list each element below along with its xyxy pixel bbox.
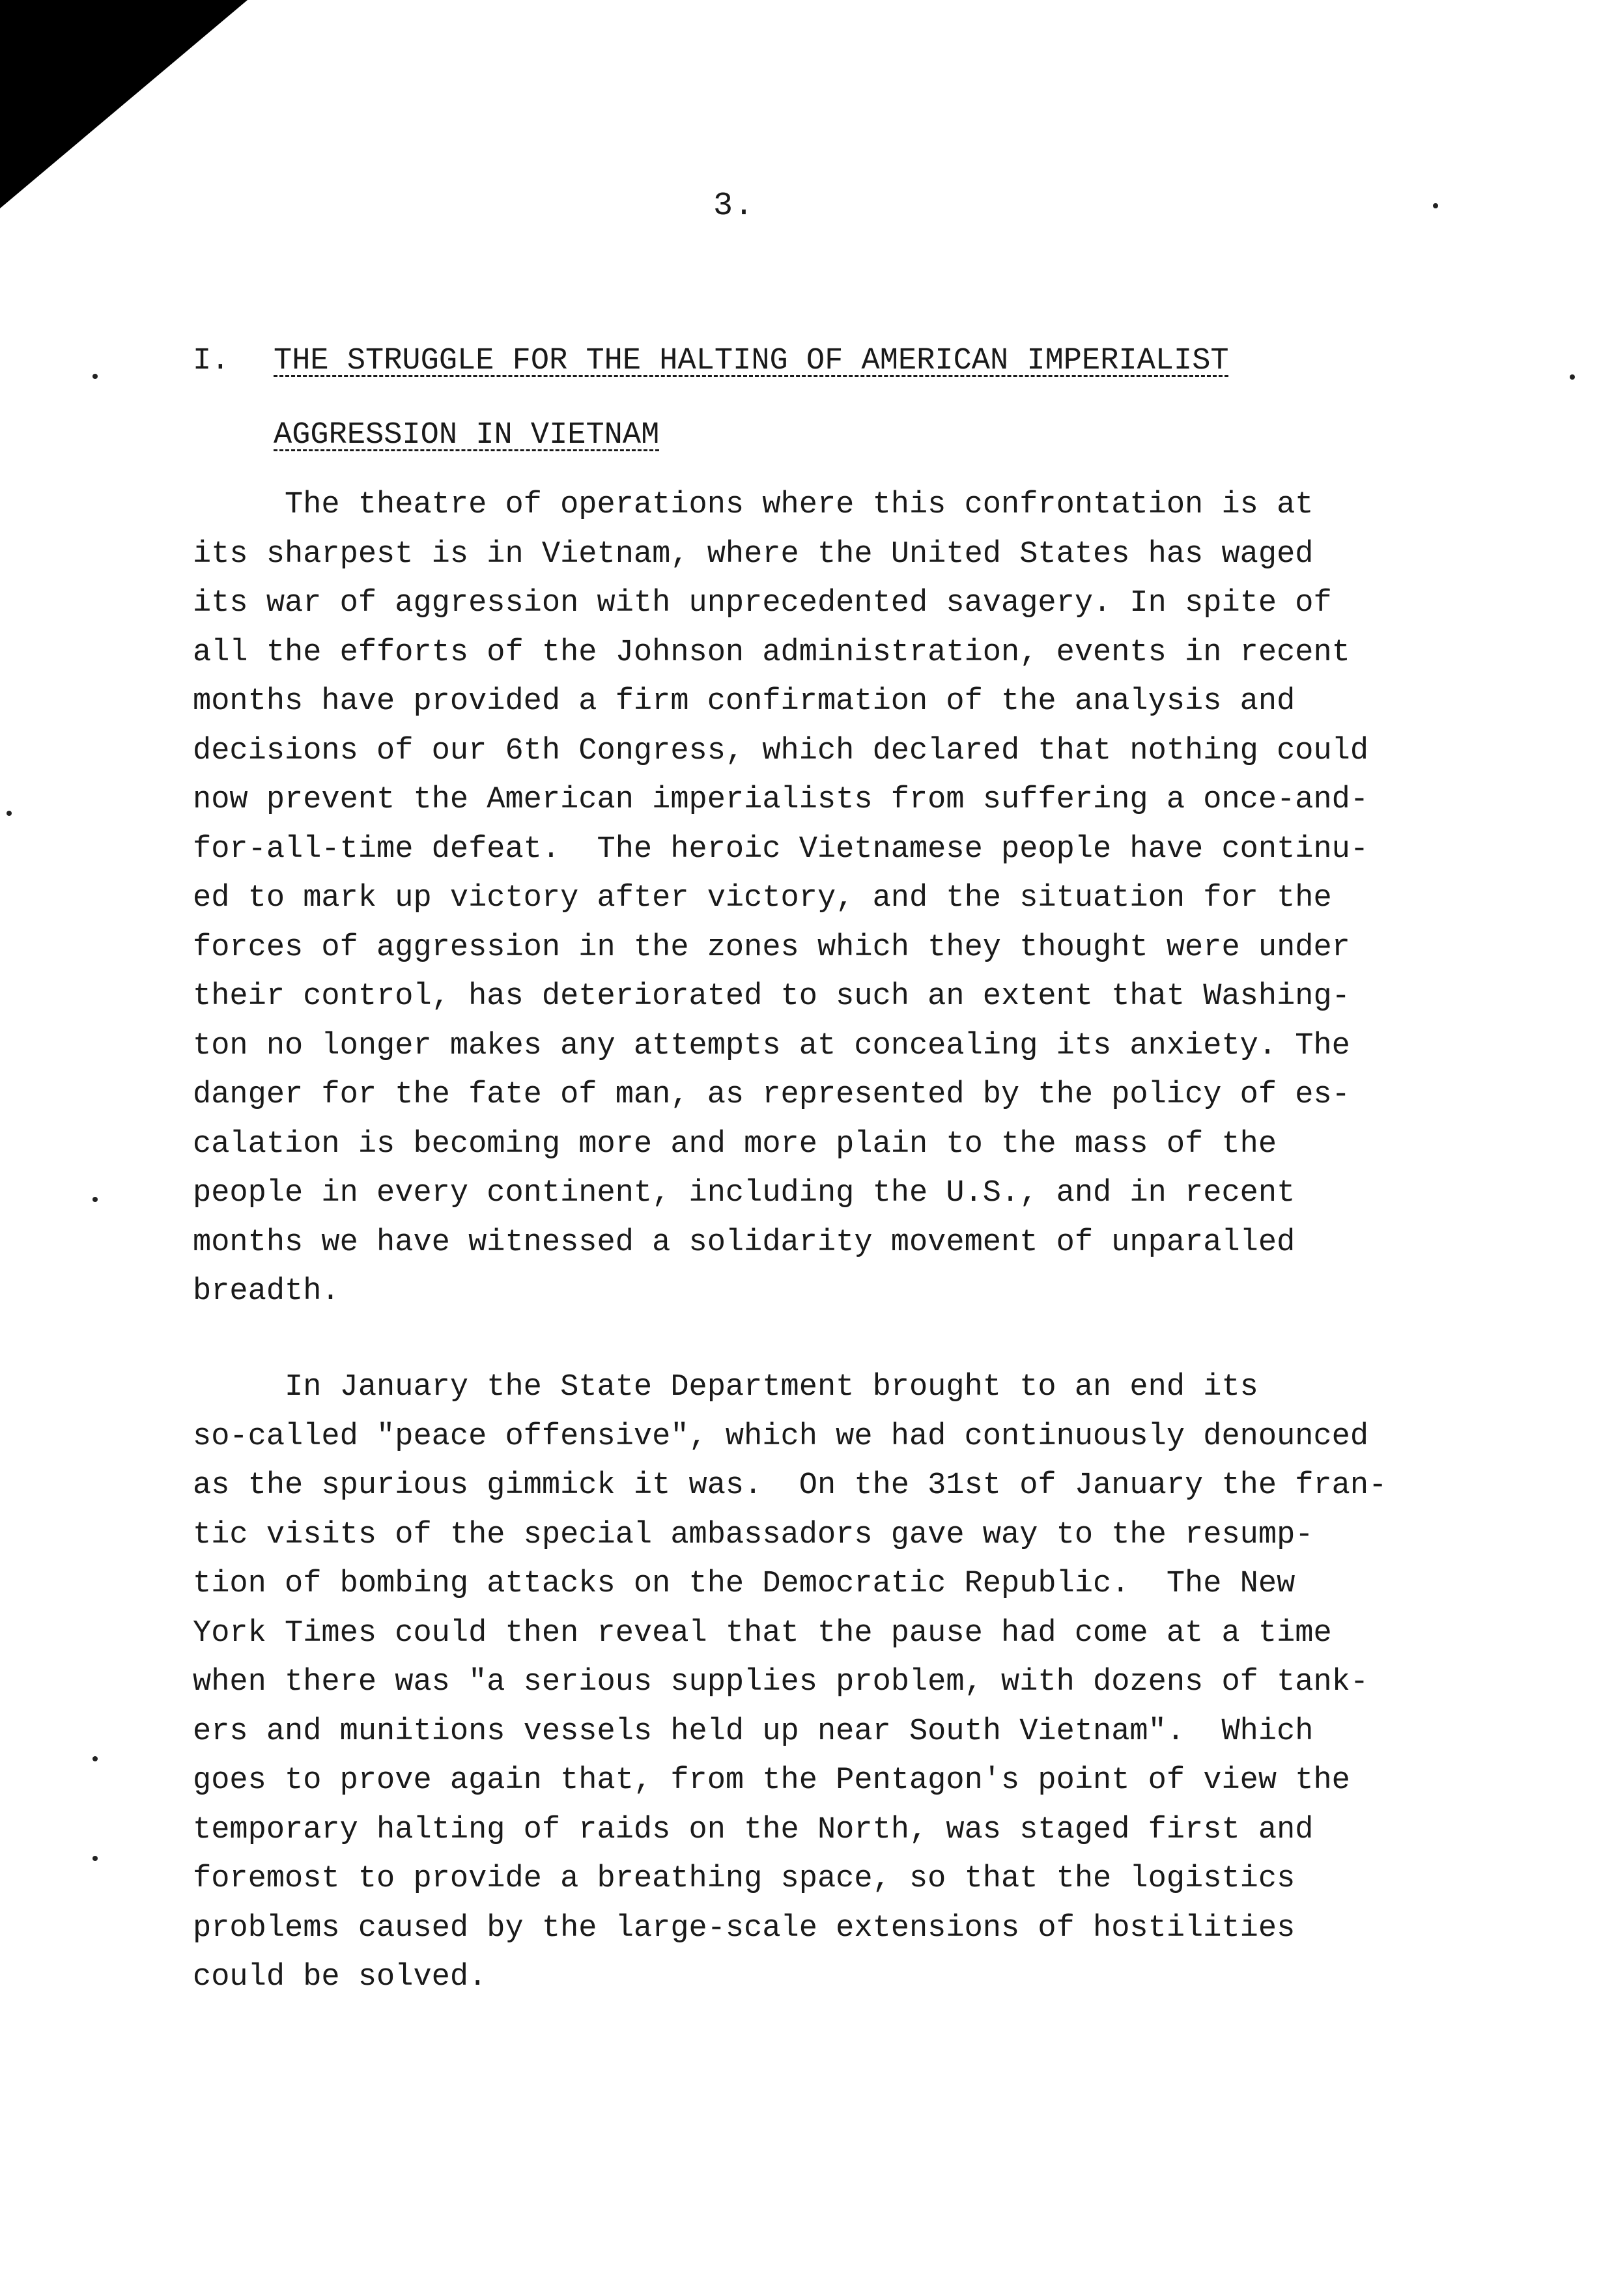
paragraph-line: danger for the fate of man, as represented by the policy of es-: [193, 1078, 1350, 1112]
scan-speck: [1570, 374, 1575, 380]
paragraph-line: ers and munitions vessels held up near South Vietnam". Which: [193, 1714, 1314, 1749]
paragraph-line: months have provided a firm confirmation of the analysis and: [193, 684, 1295, 719]
paragraph-line: goes to prove again that, from the Pentagon's point of view the: [193, 1763, 1350, 1798]
paragraph-line: could be solved.: [193, 1960, 487, 1995]
scan-speck: [92, 374, 98, 379]
paragraph-line: ed to mark up victory after victory, and the situation for the: [193, 881, 1332, 916]
paragraph-line: calation is becoming more and more plain to the mass of the: [193, 1127, 1277, 1162]
heading-line-2: [193, 399, 1229, 473]
scan-speck: [92, 1756, 98, 1761]
heading-numeral: I.: [193, 344, 230, 378]
paragraph-line: their control, has deteriorated to such an extent that Washing-: [193, 979, 1350, 1014]
paragraph-line: problems caused by the large-scale extensions of hostilities: [193, 1911, 1295, 1946]
paragraph-line: decisions of our 6th Congress, which declared that nothing could: [193, 733, 1369, 768]
scan-speck: [92, 1856, 98, 1861]
paragraph-line: tic visits of the special ambassadors gave way to the resump-: [193, 1517, 1314, 1552]
paragraph-line: now prevent the American imperialists from suffering a once-and-: [193, 783, 1369, 817]
scan-corner-mark: [0, 0, 248, 208]
paragraph-line: months we have witnessed a solidarity movement of unparalled: [193, 1225, 1295, 1260]
paragraph-line: York Times could then reveal that the pause had come at a time: [193, 1616, 1332, 1651]
paragraph-line: tion of bombing attacks on the Democratic Republic. The New: [193, 1567, 1295, 1601]
paragraph-line: its war of aggression with unprecedented savagery. In spite of: [193, 586, 1332, 621]
paragraph-line: when there was "a serious supplies problem, with dozens of tank-: [193, 1665, 1369, 1700]
paragraph-line: ton no longer makes any attempts at concealing its anxiety. The: [193, 1028, 1350, 1063]
heading-title-line-1: THE STRUGGLE FOR THE HALTING OF AMERICAN IMPERIALIST: [274, 344, 1229, 378]
body-paragraph: [193, 1363, 1489, 2002]
scan-speck: [7, 811, 12, 816]
section-heading: [193, 324, 1229, 473]
paragraph-line: foremost to provide a breathing space, so that the logistics: [193, 1862, 1295, 1896]
scan-speck: [92, 1197, 98, 1202]
body-paragraph: [193, 481, 1489, 1317]
page-number: 3.: [713, 188, 756, 225]
paragraph-line: people in every continent, including the U.S., and in recent: [193, 1176, 1295, 1211]
paragraph-line: so-called "peace offensive", which we had continuously denounced: [193, 1419, 1369, 1454]
paragraph-line: The theatre of operations where this confrontation is at: [193, 488, 1314, 522]
heading-line-1: [193, 324, 1229, 399]
paragraph-line: as the spurious gimmick it was. On the 31st of January the fran-: [193, 1468, 1387, 1503]
scan-speck: [1433, 203, 1438, 208]
paragraph-line: breadth.: [193, 1274, 340, 1309]
paragraph-line: forces of aggression in the zones which they thought were under: [193, 930, 1350, 965]
heading-title-line-2: AGGRESSION IN VIETNAM: [274, 418, 660, 453]
paragraph-line: temporary halting of raids on the North, was staged first and: [193, 1812, 1314, 1847]
paragraph-line: its sharpest is in Vietnam, where the United States has waged: [193, 537, 1314, 572]
paragraph-line: all the efforts of the Johnson administration, events in recent: [193, 635, 1350, 670]
paragraph-line: for-all-time defeat. The heroic Vietnamese people have continu-: [193, 832, 1369, 867]
paragraph-line: In January the State Department brought to an end its: [193, 1370, 1258, 1405]
